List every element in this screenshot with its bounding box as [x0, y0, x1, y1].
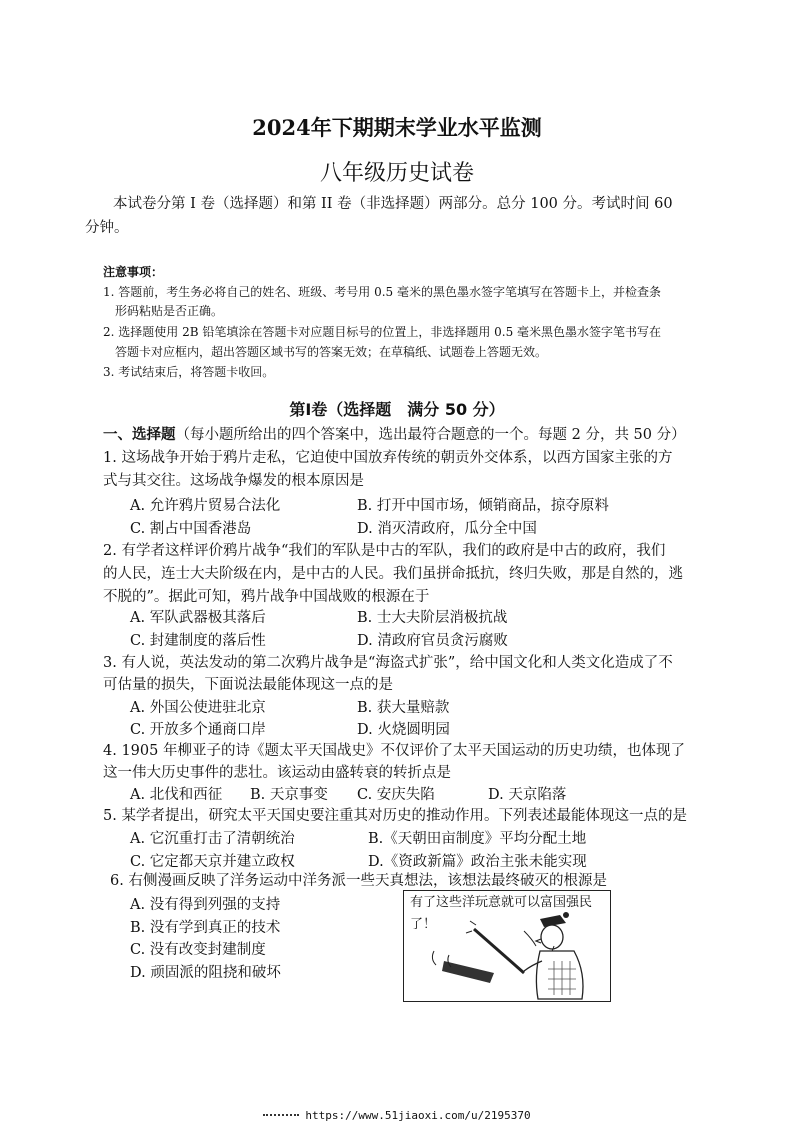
option-d: D. 消灭清政府，瓜分全中国	[357, 521, 537, 537]
option-b: B.《天朝田亩制度》平均分配土地	[368, 831, 587, 847]
question-line: 的人民，连士大夫阶级在内，是中古的人民。我们虽拼命抵抗，终归失败，那是自然的，逃	[103, 566, 683, 582]
question-line: 可估量的损失，下面说法最能体现这一点的是	[103, 677, 393, 693]
notice-line: 3. 考试结束后，将答题卡收回。	[103, 365, 275, 379]
option-a: A. 北伐和西征	[130, 787, 223, 803]
footer-url	[0, 1109, 794, 1122]
option-d: D. 清政府官员贪污腐败	[357, 633, 508, 649]
option-c: C. 安庆失陷	[357, 787, 435, 803]
option-c: C. 没有改变封建制度	[130, 942, 266, 958]
notice-line: 形码粘贴是否正确。	[115, 304, 224, 318]
cartoon-illustration	[403, 890, 611, 1002]
option-d: D.《资政新篇》政治主张未能实现	[368, 854, 587, 870]
part-description: （每小题所给出的四个答案中，选出最符合题意的一个。每题 2 分，共 50 分）	[175, 427, 686, 443]
option-b: B. 打开中国市场，倾销商品，掠夺原料	[357, 498, 609, 514]
option-d: D. 天京陷落	[488, 787, 567, 803]
notice-line: 答题卡对应框内，超出答题区域书写的答案无效；在草稿纸、试题卷上答题无效。	[115, 345, 548, 359]
option-a: A. 军队武器极其落后	[130, 610, 266, 626]
part-label: 一、选择题	[103, 426, 176, 443]
option-b: B. 天京事变	[250, 787, 328, 803]
footer-url-text: https://www.51jiaoxi.com/u/2195370	[305, 1109, 531, 1122]
cartoon-drawing	[404, 891, 609, 1000]
option-b: B. 获大量赔款	[357, 700, 450, 716]
question-line: 不脱的”。据此可知，鸦片战争中国战败的根源在于	[103, 589, 430, 605]
option-c: C. 割占中国香港岛	[130, 521, 252, 537]
option-c: C. 它定都天京并建立政权	[130, 854, 295, 870]
question-line: 5. 某学者提出，研究太平天国史要注重其对历史的推动作用。下列表述最能体现这一点的是	[103, 808, 687, 824]
question-line: 4. 1905 年柳亚子的诗《题太平天国战史》不仅评价了太平天国运动的历史功绩，也体现了	[103, 743, 685, 759]
question-line: 2. 有学者这样评价鸦片战争“我们的军队是中古的军队，我们的政府是中古的政府，我们	[103, 543, 666, 559]
section-title: 第Ⅰ卷（选择题 满分 50 分）	[289, 400, 505, 419]
question-line: 式与其交往。这场战争爆发的根本原因是	[103, 473, 364, 489]
option-a: A. 允许鸦片贸易合法化	[130, 498, 281, 514]
exam-intro: 本试卷分第 I 卷（选择题）和第 II 卷（非选择题）两部分。总分 100 分。考试时间 60 分钟。	[85, 196, 673, 236]
question-line: 3. 有人说，英法发动的第二次鸦片战争是“海盗式扩张”，给中国文化和人类文化造成了不	[103, 655, 673, 671]
part-heading	[103, 424, 686, 446]
cartoon-caption: 有了这些洋玩意就可以富国强民了！	[410, 895, 593, 932]
notice-line: 2. 选择题使用 2B 铅笔填涂在答题卡对应题目标号的位置上，非选择题用 0.5 毫米黑色墨水签字笔书写在	[103, 325, 662, 339]
notice-heading: 注意事项：	[103, 265, 164, 279]
question-line: 1. 这场战争开始于鸦片走私，它迫使中国放弃传统的朝贡外交体系，以西方国家主张的方	[103, 450, 673, 466]
question-line: 6. 右侧漫画反映了洋务运动中洋务派一些天真想法，该想法最终破灭的根源是	[110, 873, 607, 889]
footer-logo-icon	[263, 1114, 299, 1119]
option-a: A. 它沉重打击了清朝统治	[130, 831, 295, 847]
question-line: 这一伟大历史事件的悲壮。该运动由盛转衰的转折点是	[103, 765, 451, 781]
option-b: B. 没有学到真正的技术	[130, 920, 281, 936]
option-b: B. 士大夫阶层消极抗战	[357, 610, 508, 626]
option-a: A. 没有得到列强的支持	[130, 897, 281, 913]
option-d: D. 火烧圆明园	[357, 722, 450, 738]
option-c: C. 开放多个通商口岸	[130, 722, 266, 738]
option-a: A. 外国公使进驻北京	[130, 700, 266, 716]
exam-subtitle: 八年级历史试卷	[319, 161, 474, 186]
option-d: D. 顽固派的阻挠和破坏	[130, 965, 281, 981]
exam-title: 2024年下期期末学业水平监测	[252, 115, 542, 140]
option-c: C. 封建制度的落后性	[130, 633, 266, 649]
notice-line: 1. 答题前，考生务必将自己的姓名、班级、考号用 0.5 毫米的黑色墨水签字笔填写在答题卡上，并检查条	[103, 285, 661, 299]
